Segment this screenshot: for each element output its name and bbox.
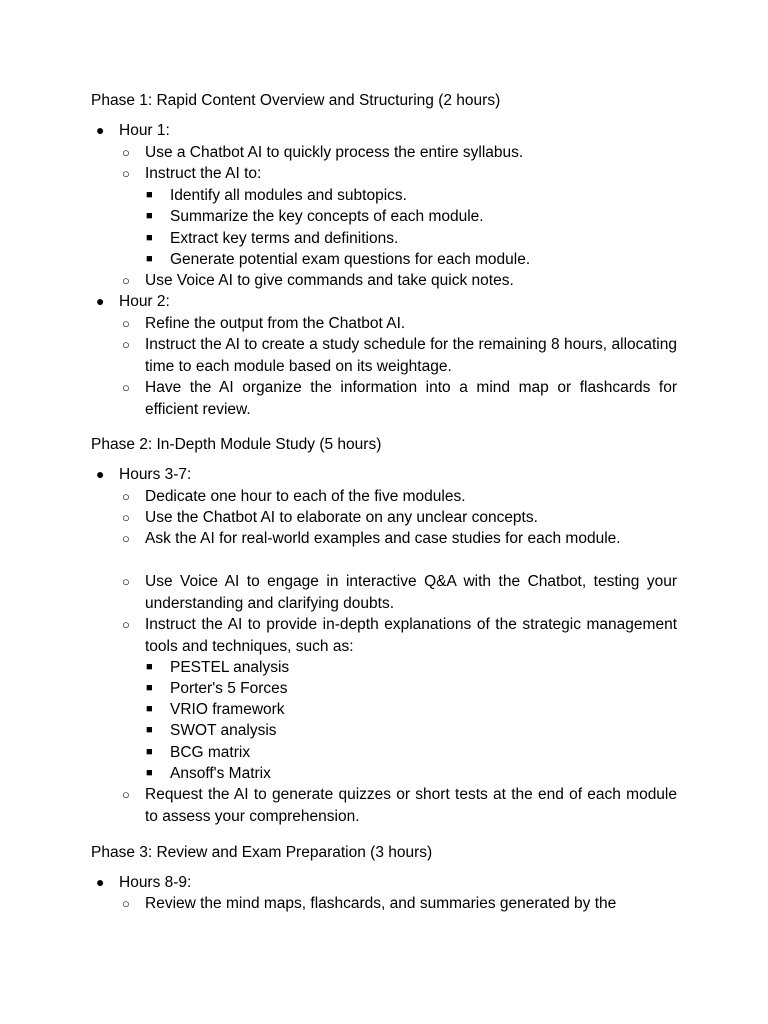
bullet-level2: ○ bbox=[122, 166, 130, 181]
list-item: Instruct the AI to provide in-depth explanations of the strategic management tools and techniques, such as: bbox=[145, 616, 677, 655]
hour2-label: Hour 2: bbox=[119, 293, 170, 310]
bullet-level3: ■ bbox=[146, 661, 153, 673]
hours-3-7-label: Hours 3-7: bbox=[119, 466, 192, 483]
list-item: Instruct the AI to: bbox=[145, 165, 262, 182]
bullet-level2: ○ bbox=[122, 510, 130, 525]
list-item: Summarize the key concepts of each module. bbox=[170, 208, 484, 225]
bullet-level1: ● bbox=[96, 466, 105, 482]
list-item: Extract key terms and definitions. bbox=[170, 230, 399, 247]
bullet-level2: ○ bbox=[122, 574, 130, 589]
list-item: Have the AI organize the information into a mind map or flashcards for efficient review. bbox=[145, 379, 677, 418]
list-item: Use a Chatbot AI to quickly process the entire syllabus. bbox=[145, 144, 524, 161]
bullet-level1: ● bbox=[96, 122, 105, 138]
bullet-level1: ● bbox=[96, 293, 105, 309]
list-item: Dedicate one hour to each of the five modules. bbox=[145, 488, 466, 505]
phase1-heading: Phase 1: Rapid Content Overview and Structuring (2 hours) bbox=[91, 92, 501, 109]
bullet-level3: ■ bbox=[146, 232, 153, 244]
bullet-level2: ○ bbox=[122, 617, 130, 632]
bullet-level2: ○ bbox=[122, 316, 130, 331]
hours-8-9-label: Hours 8-9: bbox=[119, 874, 192, 891]
list-item: Porter's 5 Forces bbox=[170, 680, 288, 697]
list-item: Use the Chatbot AI to elaborate on any unclear concepts. bbox=[145, 509, 538, 526]
list-item: Review the mind maps, flashcards, and summaries generated by the bbox=[145, 895, 617, 912]
hour1-label: Hour 1: bbox=[119, 122, 170, 139]
phase3-heading: Phase 3: Review and Exam Preparation (3 hours) bbox=[91, 844, 433, 861]
list-item: Ansoff's Matrix bbox=[170, 765, 271, 782]
bullet-level1: ● bbox=[96, 874, 105, 890]
list-item: BCG matrix bbox=[170, 744, 251, 761]
bullet-level2: ○ bbox=[122, 896, 130, 911]
bullet-level3: ■ bbox=[146, 724, 153, 736]
list-item: Refine the output from the Chatbot AI. bbox=[145, 315, 406, 332]
bullet-level2: ○ bbox=[122, 380, 130, 395]
bullet-level2: ○ bbox=[122, 337, 130, 352]
bullet-level3: ■ bbox=[146, 253, 153, 265]
bullet-level3: ■ bbox=[146, 703, 153, 715]
bullet-level3: ■ bbox=[146, 210, 153, 222]
bullet-level3: ■ bbox=[146, 682, 153, 694]
list-item: SWOT analysis bbox=[170, 722, 277, 739]
phase2-heading: Phase 2: In-Depth Module Study (5 hours) bbox=[91, 436, 382, 453]
bullet-level2: ○ bbox=[122, 489, 130, 504]
list-item: PESTEL analysis bbox=[170, 659, 290, 676]
bullet-level3: ■ bbox=[146, 746, 153, 758]
bullet-level2: ○ bbox=[122, 531, 130, 546]
bullet-level2: ○ bbox=[122, 273, 130, 288]
bullet-level3: ■ bbox=[146, 189, 153, 201]
list-item: Request the AI to generate quizzes or short tests at the end of each module to assess your comprehension. bbox=[145, 786, 677, 825]
list-item: Generate potential exam questions for each module. bbox=[170, 251, 531, 268]
list-item: Instruct the AI to create a study schedule for the remaining 8 hours, allocating time to each module based on its weightage. bbox=[145, 336, 677, 375]
list-item: Identify all modules and subtopics. bbox=[170, 187, 407, 204]
list-item: VRIO framework bbox=[170, 701, 285, 718]
list-item: Use Voice AI to give commands and take quick notes. bbox=[145, 272, 514, 289]
bullet-level2: ○ bbox=[122, 787, 130, 802]
list-item: Use Voice AI to engage in interactive Q&A with the Chatbot, testing your understanding and clarifying doubts. bbox=[145, 573, 677, 612]
list-item: Ask the AI for real-world examples and case studies for each module. bbox=[145, 530, 621, 547]
bullet-level2: ○ bbox=[122, 145, 130, 160]
bullet-level3: ■ bbox=[146, 767, 153, 779]
